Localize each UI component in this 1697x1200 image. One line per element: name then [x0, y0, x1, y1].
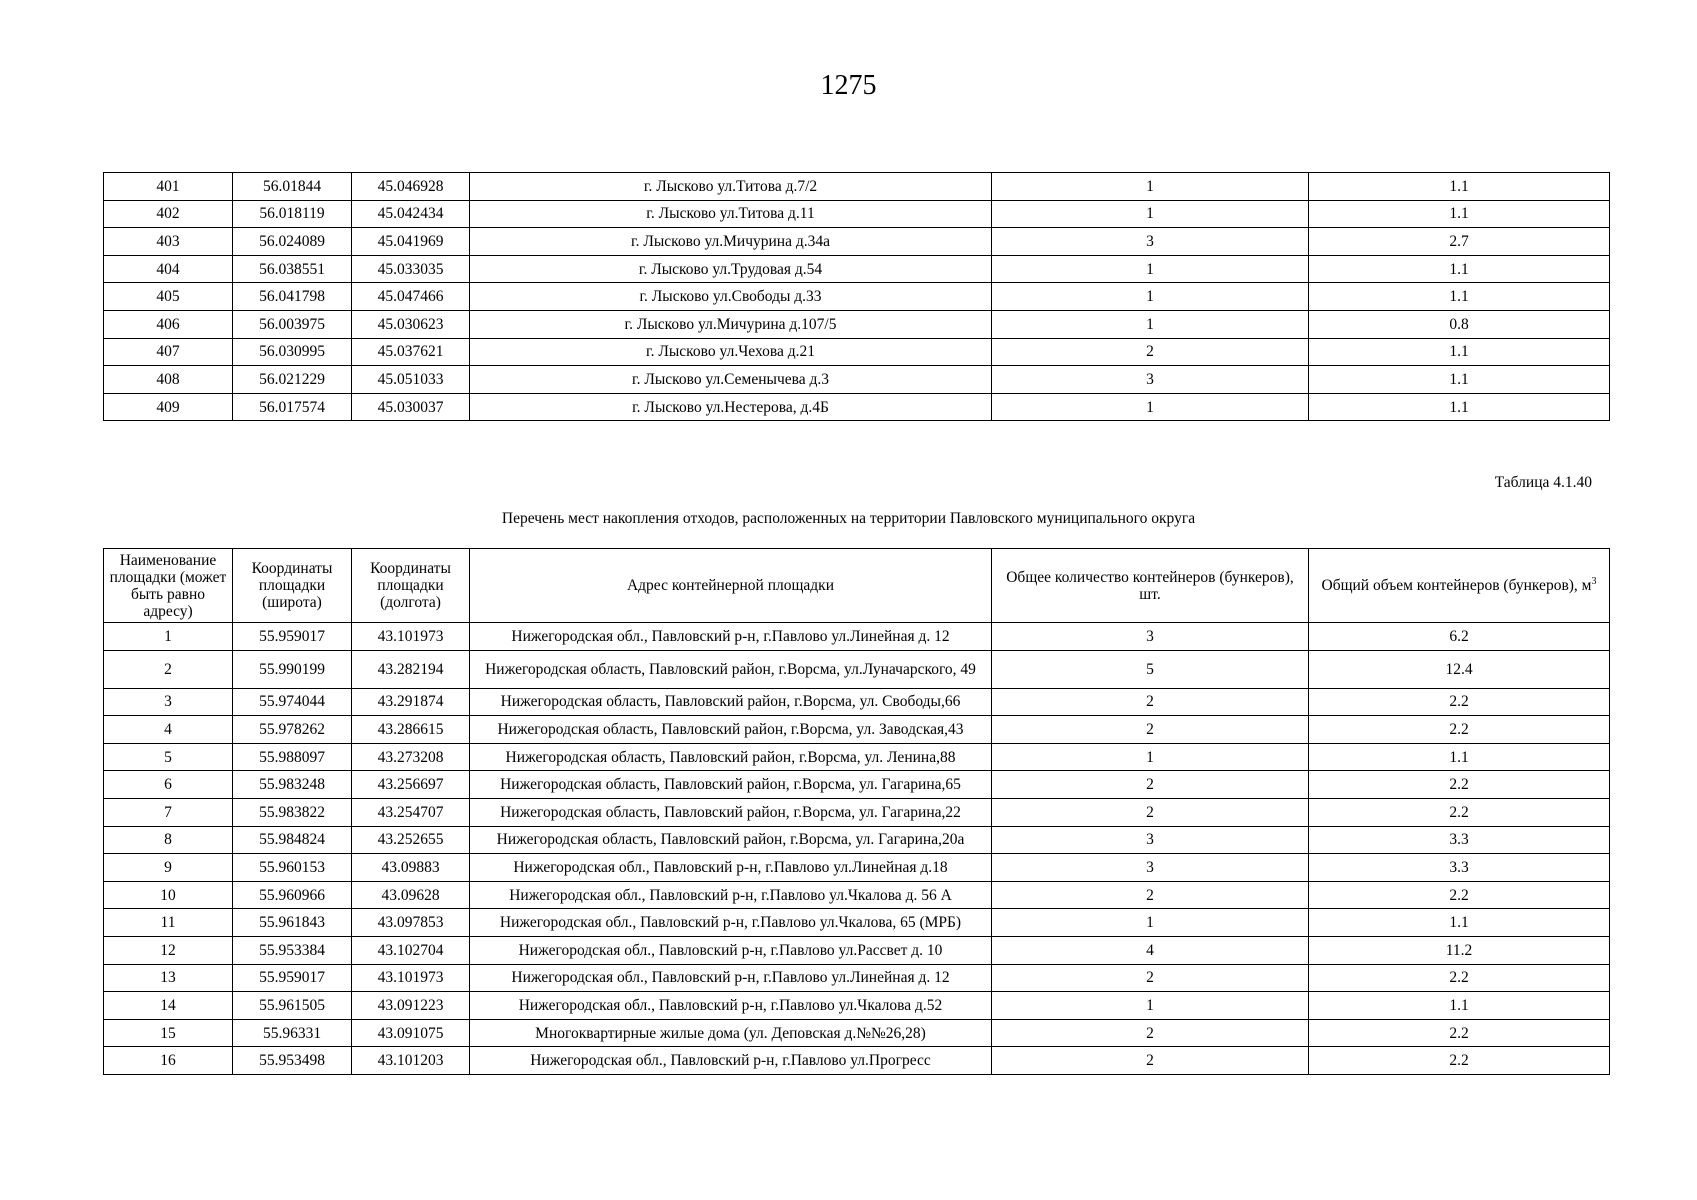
cell-count: 1 [992, 200, 1309, 228]
cell-latitude: 56.01844 [233, 173, 352, 201]
cell-volume: 1.1 [1309, 992, 1610, 1020]
cell-volume: 2.7 [1309, 228, 1610, 256]
table-row [104, 366, 1610, 394]
cell-name: 11 [104, 909, 233, 937]
cell-longitude: 43.101973 [352, 964, 470, 992]
cell-longitude: 43.102704 [352, 936, 470, 964]
cell-longitude: 45.041969 [352, 228, 470, 256]
header-volume-superscript: 3 [1591, 575, 1597, 587]
cell-name: 8 [104, 826, 233, 854]
cell-address: Нижегородская обл., Павловский р-н, г.Павлово ул.Линейная д. 12 [470, 964, 992, 992]
cell-name: 13 [104, 964, 233, 992]
cell-latitude: 55.990199 [233, 650, 352, 688]
cell-longitude: 43.252655 [352, 826, 470, 854]
cell-address: г. Лысково ул.Титова д.11 [470, 200, 992, 228]
cell-count: 1 [992, 992, 1309, 1020]
header-address: Адрес контейнерной площадки [470, 549, 992, 623]
table-row [104, 255, 1610, 283]
cell-latitude: 55.984824 [233, 826, 352, 854]
table-row [104, 283, 1610, 311]
cell-count: 2 [992, 798, 1309, 826]
cell-address: г. Лысково ул.Мичурина д.34а [470, 228, 992, 256]
cell-longitude: 43.09628 [352, 881, 470, 909]
table-number: Таблица 4.1.40 [1494, 474, 1592, 491]
cell-count: 2 [992, 964, 1309, 992]
cell-volume: 0.8 [1309, 310, 1610, 338]
cell-address: г. Лысково ул.Нестерова, д.4Б [470, 393, 992, 421]
cell-name: 408 [104, 366, 233, 394]
cell-address: Нижегородская область, Павловский район, г.Ворсма, ул. Свободы,66 [470, 688, 992, 716]
table-row [104, 310, 1610, 338]
cell-name: 405 [104, 283, 233, 311]
cell-longitude: 43.273208 [352, 743, 470, 771]
cell-count: 1 [992, 743, 1309, 771]
cell-name: 409 [104, 393, 233, 421]
cell-count: 2 [992, 1047, 1309, 1075]
cell-volume: 3.3 [1309, 826, 1610, 854]
cell-volume: 1.1 [1309, 743, 1610, 771]
cell-volume: 1.1 [1309, 283, 1610, 311]
cell-address: Нижегородская обл., Павловский р-н, г.Павлово ул.Линейная д.18 [470, 854, 992, 882]
cell-count: 3 [992, 623, 1309, 651]
cell-address: Нижегородская обл., Павловский р-н, г.Павлово ул.Чкалова, 65 (МРБ) [470, 909, 992, 937]
cell-longitude: 43.101203 [352, 1047, 470, 1075]
table-row [104, 854, 1610, 882]
table-row [104, 743, 1610, 771]
cell-volume: 6.2 [1309, 623, 1610, 651]
table-row [104, 936, 1610, 964]
cell-latitude: 55.961505 [233, 992, 352, 1020]
cell-name: 4 [104, 716, 233, 744]
header-volume [1309, 549, 1610, 623]
cell-longitude: 43.091223 [352, 992, 470, 1020]
cell-latitude: 55.959017 [233, 964, 352, 992]
cell-volume: 1.1 [1309, 366, 1610, 394]
cell-longitude: 43.09883 [352, 854, 470, 882]
cell-longitude: 43.256697 [352, 771, 470, 799]
cell-longitude: 43.091075 [352, 1019, 470, 1047]
cell-address: Нижегородская обл., Павловский р-н, г.Павлово ул.Прогресс [470, 1047, 992, 1075]
table-row [104, 200, 1610, 228]
table-row [104, 771, 1610, 799]
cell-volume: 1.1 [1309, 909, 1610, 937]
cell-address: г. Лысково ул.Трудовая д.54 [470, 255, 992, 283]
table-row [104, 688, 1610, 716]
table-row [104, 173, 1610, 201]
cell-volume: 1.1 [1309, 338, 1610, 366]
table-row [104, 992, 1610, 1020]
cell-latitude: 55.960153 [233, 854, 352, 882]
table-row [104, 798, 1610, 826]
table-row [104, 1047, 1610, 1075]
table-row [104, 228, 1610, 256]
cell-latitude: 55.983248 [233, 771, 352, 799]
cell-longitude: 45.046928 [352, 173, 470, 201]
cell-latitude: 56.021229 [233, 366, 352, 394]
cell-name: 5 [104, 743, 233, 771]
cell-latitude: 55.983822 [233, 798, 352, 826]
cell-volume: 1.1 [1309, 173, 1610, 201]
cell-latitude: 56.038551 [233, 255, 352, 283]
header-volume-text: Общий объем контейнеров (бункеров), м [1321, 577, 1592, 594]
cell-address: Многоквартирные жилые дома (ул. Деповская д.№№26,28) [470, 1019, 992, 1047]
cell-count: 3 [992, 826, 1309, 854]
table-row [104, 909, 1610, 937]
table-row [104, 716, 1610, 744]
cell-volume: 2.2 [1309, 798, 1610, 826]
cell-address: Нижегородская область, Павловский район, г.Ворсма, ул. Ленина,88 [470, 743, 992, 771]
cell-name: 14 [104, 992, 233, 1020]
cell-address: Нижегородская обл., Павловский р-н, г.Павлово ул.Чкалова д.52 [470, 992, 992, 1020]
cell-latitude: 55.961843 [233, 909, 352, 937]
cell-latitude: 55.953384 [233, 936, 352, 964]
cell-count: 3 [992, 228, 1309, 256]
cell-latitude: 56.024089 [233, 228, 352, 256]
cell-count: 5 [992, 650, 1309, 688]
cell-address: Нижегородская обл., Павловский р-н, г.Павлово ул.Чкалова д. 56 А [470, 881, 992, 909]
cell-name: 10 [104, 881, 233, 909]
cell-address: г. Лысково ул.Титова д.7/2 [470, 173, 992, 201]
cell-address: Нижегородская область, Павловский район, г.Ворсма, ул. Гагарина,22 [470, 798, 992, 826]
cell-longitude: 43.291874 [352, 688, 470, 716]
cell-count: 1 [992, 310, 1309, 338]
cell-longitude: 45.042434 [352, 200, 470, 228]
cell-count: 2 [992, 1019, 1309, 1047]
cell-address: г. Лысково ул.Свободы д.33 [470, 283, 992, 311]
table-row [104, 393, 1610, 421]
cell-count: 1 [992, 173, 1309, 201]
header-longitude: Координаты площадки (долгота) [352, 549, 470, 623]
cell-latitude: 56.017574 [233, 393, 352, 421]
table-row [104, 623, 1610, 651]
cell-count: 1 [992, 909, 1309, 937]
cell-longitude: 45.037621 [352, 338, 470, 366]
cell-longitude: 45.030623 [352, 310, 470, 338]
cell-latitude: 56.018119 [233, 200, 352, 228]
table-row [104, 964, 1610, 992]
cell-count: 1 [992, 255, 1309, 283]
cell-address: Нижегородская область, Павловский район, г.Ворсма, ул. Гагарина,65 [470, 771, 992, 799]
cell-latitude: 55.959017 [233, 623, 352, 651]
cell-longitude: 45.051033 [352, 366, 470, 394]
cell-longitude: 45.033035 [352, 255, 470, 283]
cell-count: 1 [992, 283, 1309, 311]
cell-name: 401 [104, 173, 233, 201]
table-row [104, 1019, 1610, 1047]
cell-name: 6 [104, 771, 233, 799]
cell-address: Нижегородская область, Павловский район, г.Ворсма, ул.Луначарского, 49 [470, 650, 992, 688]
cell-longitude: 43.282194 [352, 650, 470, 688]
cell-latitude: 56.030995 [233, 338, 352, 366]
cell-longitude: 43.254707 [352, 798, 470, 826]
cell-volume: 2.2 [1309, 771, 1610, 799]
cell-volume: 2.2 [1309, 964, 1610, 992]
cell-volume: 1.1 [1309, 200, 1610, 228]
table-row [104, 338, 1610, 366]
cell-name: 3 [104, 688, 233, 716]
cell-address: Нижегородская область, Павловский район, г.Ворсма, ул. Гагарина,20а [470, 826, 992, 854]
cell-longitude: 45.030037 [352, 393, 470, 421]
cell-count: 3 [992, 854, 1309, 882]
cell-latitude: 55.978262 [233, 716, 352, 744]
cell-longitude: 45.047466 [352, 283, 470, 311]
cell-count: 1 [992, 393, 1309, 421]
header-latitude: Координаты площадки (широта) [233, 549, 352, 623]
cell-count: 2 [992, 338, 1309, 366]
cell-longitude: 43.286615 [352, 716, 470, 744]
cell-address: Нижегородская обл., Павловский р-н, г.Павлово ул.Рассвет д. 10 [470, 936, 992, 964]
cell-volume: 3.3 [1309, 854, 1610, 882]
table-row [104, 881, 1610, 909]
cell-name: 406 [104, 310, 233, 338]
cell-address: Нижегородская область, Павловский район, г.Ворсма, ул. Заводская,43 [470, 716, 992, 744]
cell-name: 7 [104, 798, 233, 826]
cell-name: 9 [104, 854, 233, 882]
cell-name: 2 [104, 650, 233, 688]
header-row [104, 549, 1610, 623]
cell-longitude: 43.101973 [352, 623, 470, 651]
cell-latitude: 55.974044 [233, 688, 352, 716]
page-number: 1275 [820, 70, 877, 101]
cell-latitude: 56.003975 [233, 310, 352, 338]
cell-latitude: 55.96331 [233, 1019, 352, 1047]
cell-address: Нижегородская обл., Павловский р-н, г.Павлово ул.Линейная д. 12 [470, 623, 992, 651]
top-table [103, 172, 1610, 421]
cell-address: г. Лысково ул.Семенычева д.3 [470, 366, 992, 394]
table-row [104, 650, 1610, 688]
cell-name: 1 [104, 623, 233, 651]
cell-latitude: 55.988097 [233, 743, 352, 771]
cell-name: 15 [104, 1019, 233, 1047]
cell-volume: 12.4 [1309, 650, 1610, 688]
cell-name: 402 [104, 200, 233, 228]
header-count: Общее количество контейнеров (бункеров), шт. [992, 549, 1309, 623]
cell-count: 4 [992, 936, 1309, 964]
cell-count: 3 [992, 366, 1309, 394]
cell-latitude: 55.960966 [233, 881, 352, 909]
header-name: Наименование площадки (может быть равно адресу) [104, 549, 233, 623]
cell-address: г. Лысково ул.Чехова д.21 [470, 338, 992, 366]
cell-name: 403 [104, 228, 233, 256]
cell-volume: 2.2 [1309, 716, 1610, 744]
cell-address: г. Лысково ул.Мичурина д.107/5 [470, 310, 992, 338]
main-table [103, 548, 1610, 1075]
cell-count: 2 [992, 881, 1309, 909]
cell-name: 404 [104, 255, 233, 283]
table-title: Перечень мест накопления отходов, расположенных на территории Павловского муниципального округа [501, 510, 1196, 527]
cell-name: 407 [104, 338, 233, 366]
cell-volume: 11.2 [1309, 936, 1610, 964]
cell-count: 2 [992, 771, 1309, 799]
cell-name: 12 [104, 936, 233, 964]
cell-volume: 2.2 [1309, 1019, 1610, 1047]
cell-volume: 1.1 [1309, 255, 1610, 283]
cell-longitude: 43.097853 [352, 909, 470, 937]
cell-count: 2 [992, 716, 1309, 744]
cell-volume: 2.2 [1309, 1047, 1610, 1075]
cell-count: 2 [992, 688, 1309, 716]
cell-latitude: 56.041798 [233, 283, 352, 311]
cell-name: 16 [104, 1047, 233, 1075]
cell-volume: 2.2 [1309, 688, 1610, 716]
cell-volume: 1.1 [1309, 393, 1610, 421]
cell-latitude: 55.953498 [233, 1047, 352, 1075]
table-row [104, 826, 1610, 854]
cell-volume: 2.2 [1309, 881, 1610, 909]
